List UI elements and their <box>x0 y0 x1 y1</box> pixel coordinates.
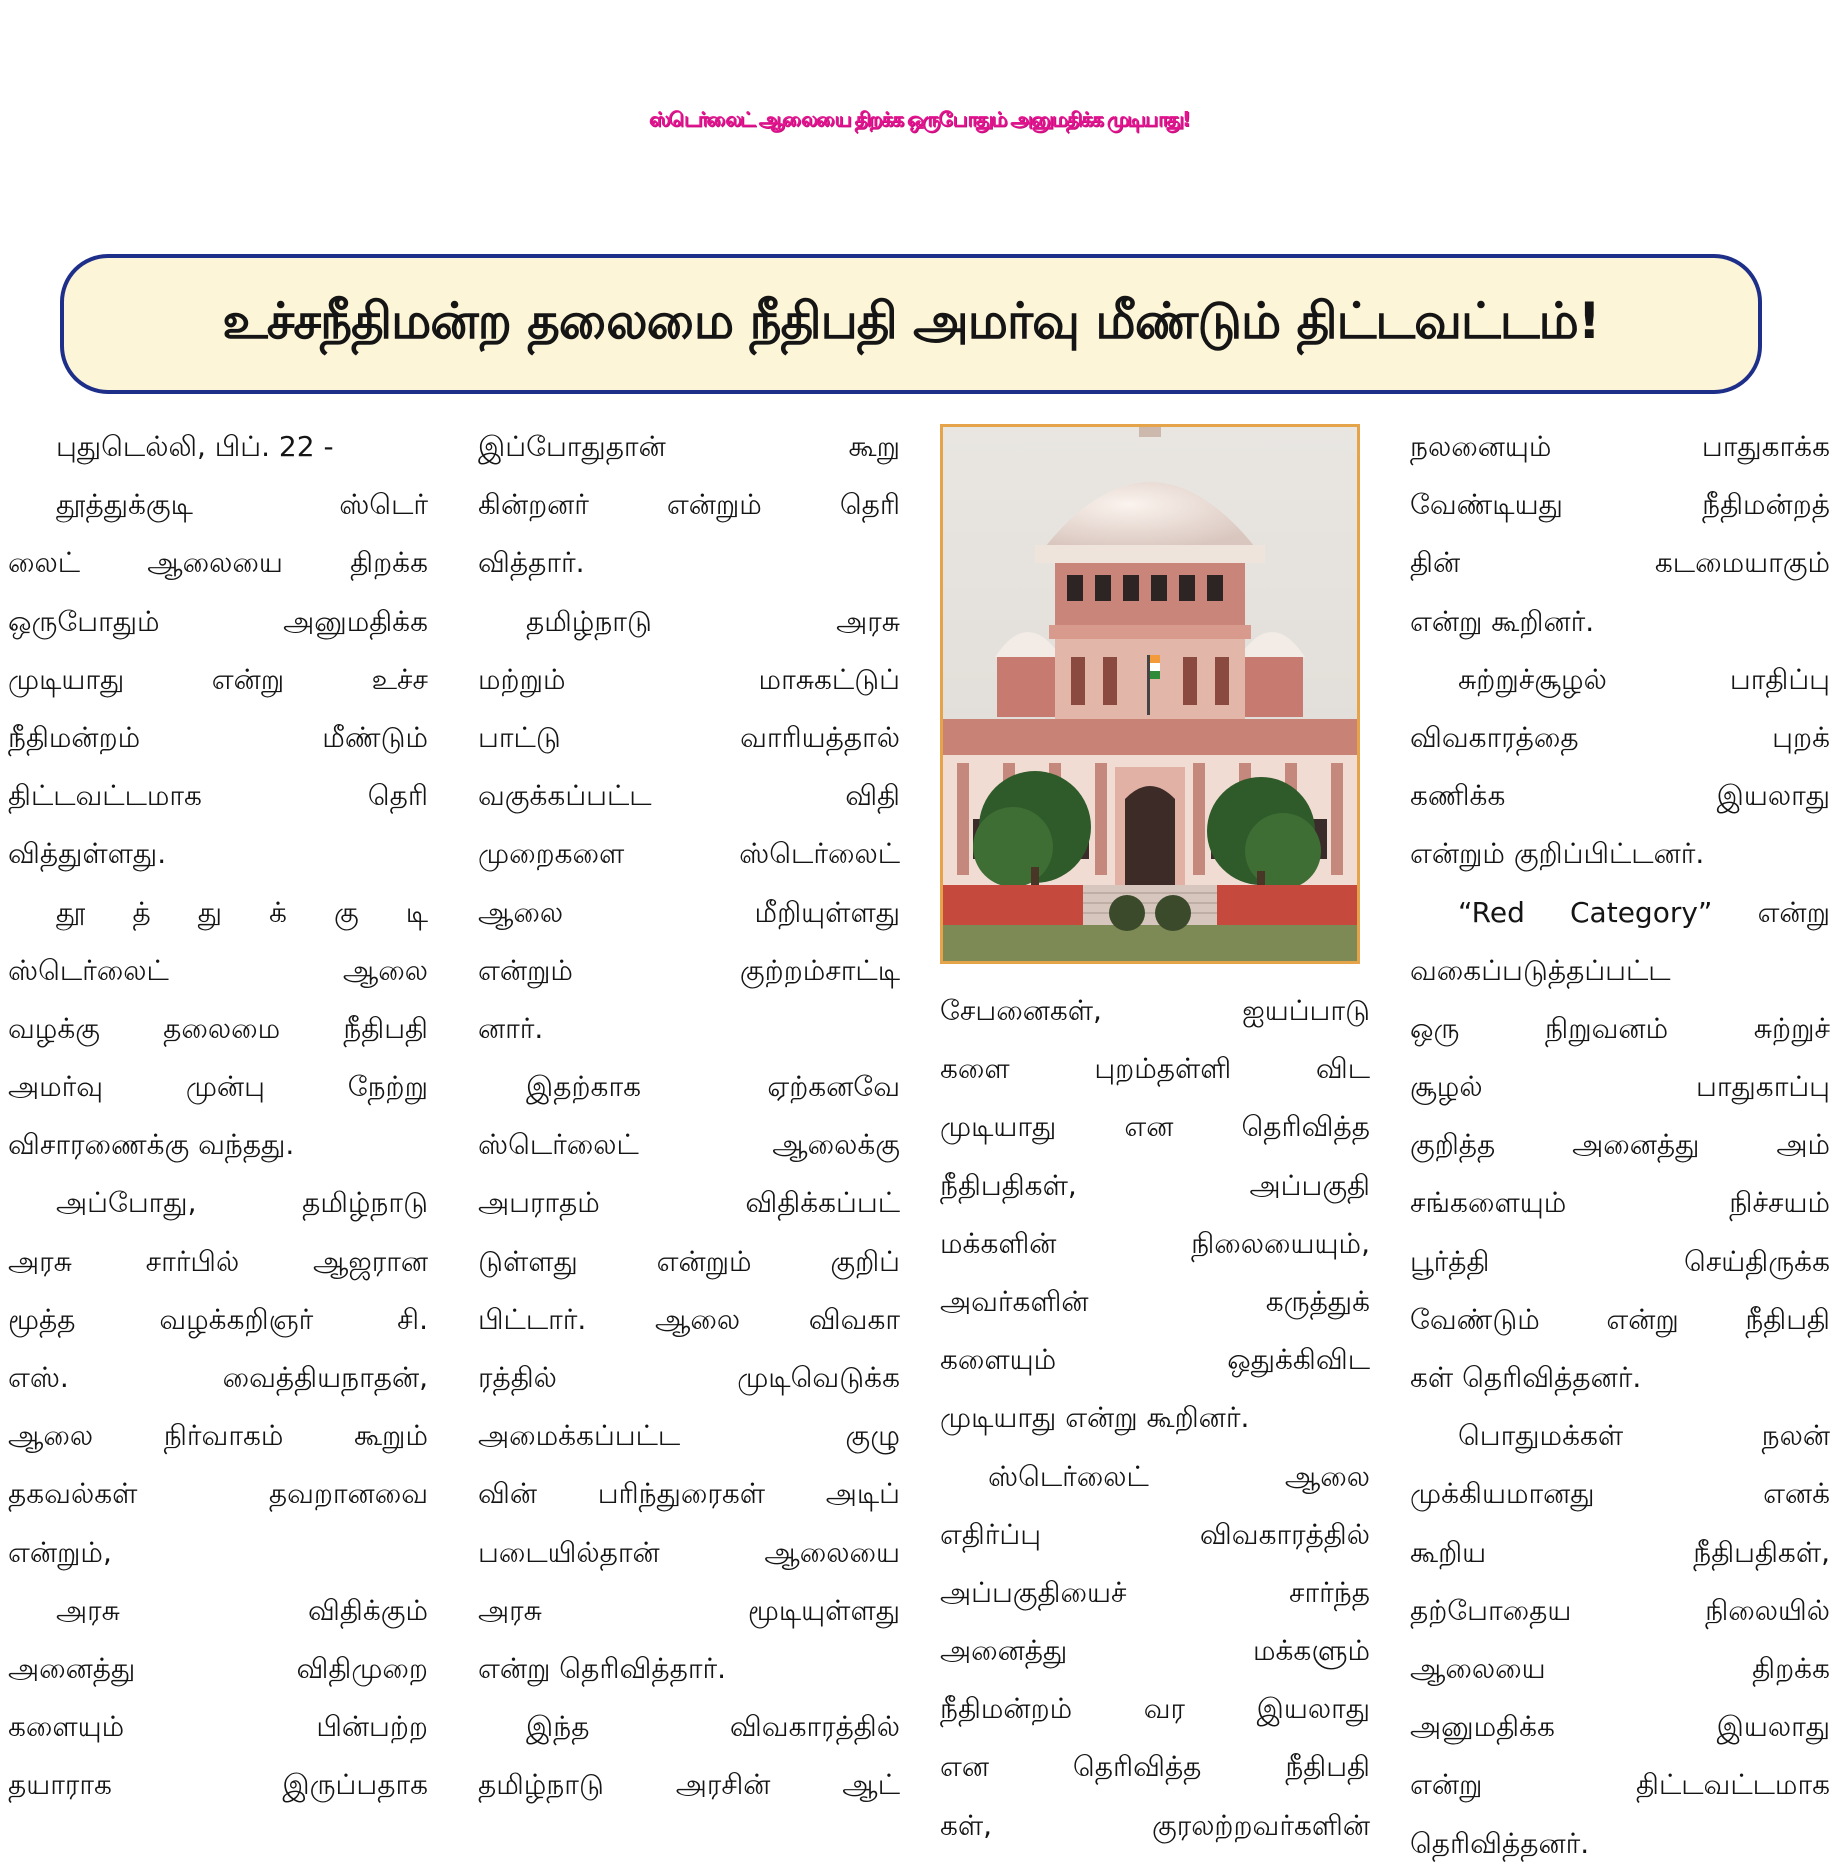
text-line: என்றும் குற்றம்சாட்டி <box>478 953 900 987</box>
text-line: நீதிமன்றம் வர இயலாது <box>940 1692 1370 1726</box>
text-line: எஸ். வைத்தியநாதன், <box>8 1361 428 1394</box>
text-line: சேபனைகள், ஐயப்பாடு <box>940 994 1370 1027</box>
text-line: விவகாரத்தை புறக் <box>1410 720 1830 754</box>
text-line: தமிழ்நாடு அரசின் ஆட் <box>478 1768 900 1802</box>
text-line: கூறிய நீதிபதிகள், <box>1410 1535 1830 1569</box>
text-line: ஸ்டெர்லைட் ஆலை <box>988 1459 1370 1493</box>
text-line: கின்றனர் என்றும் தெரி <box>478 488 900 522</box>
text-line: னார். <box>478 1011 544 1045</box>
text-line: வித்துள்ளது. <box>8 837 167 871</box>
text-line: முடியாது என தெரிவித்த <box>940 1110 1370 1144</box>
text-line: முடியாது என்று கூறினர். <box>940 1401 1250 1435</box>
text-line: படையில்தான் ஆலையை <box>478 1535 900 1569</box>
article-column-2 <box>478 418 900 1815</box>
text-line: கள் தெரிவித்தனர். <box>1410 1361 1642 1394</box>
text-line: என்றும் குறிப்பிட்டனர். <box>1410 837 1705 871</box>
text-line: அவர்களின் கருத்துக் <box>940 1284 1370 1318</box>
text-line: வித்தார். <box>478 546 585 580</box>
text-line: தகவல்கள் தவறானவை <box>8 1477 428 1511</box>
text-line: என்றும், <box>8 1535 112 1569</box>
text-line: அப்போது, தமிழ்நாடு <box>56 1186 428 1220</box>
text-line: ஒரு நிறுவனம் சுற்றுச் <box>1410 1011 1830 1045</box>
subheadline: உச்சநீதிமன்ற தலைமை நீதிபதி அமர்வு மீண்டும் திட்டவட்டம்! <box>222 291 1600 350</box>
text-line: வழக்கு தலைமை நீதிபதி <box>8 1011 428 1045</box>
text-line: பாட்டு வாரியத்தால் <box>478 720 900 754</box>
text-line: ரத்தில் முடிவெடுக்க <box>478 1361 900 1394</box>
text-line: அமைக்கப்பட்ட குழு <box>478 1419 900 1453</box>
text-line: சங்களையும் நிச்சயம் <box>1410 1186 1830 1220</box>
text-line: ஆலை மீறியுள்ளது <box>478 895 900 929</box>
text-line: இந்த விவகாரத்தில் <box>526 1710 900 1744</box>
text-line: அரசு விதிக்கும் <box>56 1593 428 1627</box>
text-line: தின் கடமையாகும் <box>1410 546 1830 580</box>
text-line: ஸ்டெர்லைட் ஆலைக்கு <box>478 1128 900 1162</box>
text-line: மற்றும் மாசுகட்டுப் <box>478 662 900 696</box>
text-line: ஆலையை திறக்க <box>1410 1651 1830 1685</box>
text-line: கணிக்க இயலாது <box>1410 779 1830 813</box>
text-line: சூழல் பாதுகாப்பு <box>1410 1070 1830 1104</box>
text-line: குறித்த அனைத்து அம் <box>1410 1128 1830 1162</box>
article-column-1 <box>8 418 428 1815</box>
text-line: அனைத்து மக்களும் <box>940 1634 1370 1668</box>
text-line: தூ த் து க் கு டி <box>56 895 428 929</box>
text-line: எதிர்ப்பு விவகாரத்தில் <box>940 1517 1370 1551</box>
text-line: தயாராக இருப்பதாக <box>8 1768 428 1802</box>
text-line: மூத்த வழக்கறிஞர் சி. <box>8 1302 428 1336</box>
text-line: என்று திட்டவட்டமாக <box>1410 1768 1830 1802</box>
text-line: நீதிமன்றம் மீண்டும் <box>8 720 428 754</box>
text-line: வகைப்படுத்தப்பட்ட <box>1410 953 1671 987</box>
text-line: என்று தெரிவித்தார். <box>478 1651 726 1685</box>
text-line: பொதுமக்கள் நலன் <box>1458 1419 1830 1453</box>
text-line: முறைகளை ஸ்டெர்லைட் <box>478 837 900 871</box>
text-line: தமிழ்நாடு அரசு <box>526 604 900 638</box>
supreme-court-photo <box>940 424 1360 964</box>
subheadline-box <box>60 254 1762 394</box>
text-line: வேண்டியது நீதிமன்றத் <box>1410 488 1830 522</box>
text-line: ஸ்டெர்லைட் ஆலை <box>8 953 428 987</box>
text-line: ஒருபோதும் அனுமதிக்க <box>8 604 428 638</box>
text-line: முடியாது என்று உச்ச <box>8 662 428 696</box>
text-line: என தெரிவித்த நீதிபதி <box>940 1750 1370 1784</box>
text-line: களை புறம்தள்ளி விட <box>940 1052 1370 1086</box>
text-line: முக்கியமானது எனக் <box>1410 1477 1830 1511</box>
text-line: நலனையும் பாதுகாக்க <box>1410 430 1830 463</box>
text-line: விசாரணைக்கு வந்தது. <box>8 1128 295 1162</box>
text-line: அரசு மூடியுள்ளது <box>478 1593 900 1627</box>
supreme-court-building-illustration <box>943 427 1357 961</box>
headline: ஸ்டெர்லைட் ஆலையை திறக்க ஒருபோதும் அனுமதிக்க முடியாது! <box>648 106 1190 131</box>
text-line: கள், குரலற்றவர்களின் <box>940 1808 1370 1842</box>
text-line: களையும் பின்பற்ற <box>8 1710 428 1744</box>
text-line: அபராதம் விதிக்கப்பட் <box>478 1186 900 1220</box>
text-line: அனைத்து விதிமுறை <box>8 1651 428 1685</box>
text-line: தற்போதைய நிலையில் <box>1410 1593 1830 1627</box>
text-line: பூர்த்தி செய்திருக்க <box>1410 1244 1830 1278</box>
text-line: நீதிபதிகள், அப்பகுதி <box>940 1168 1370 1202</box>
text-line: தூத்துக்குடி ஸ்டெர் <box>56 488 428 522</box>
text-line: தெரிவித்தனர். <box>1410 1826 1590 1860</box>
text-line: லைட் ஆலையை திறக்க <box>8 546 428 580</box>
text-line: அப்பகுதியைச் சார்ந்த <box>940 1575 1370 1609</box>
text-line: வேண்டும் என்று நீதிபதி <box>1410 1302 1830 1336</box>
text-line: இதற்காக ஏற்கனவே <box>526 1070 900 1104</box>
text-line: ஆலை நிர்வாகம் கூறும் <box>8 1419 428 1453</box>
text-line: டுள்ளது என்றும் குறிப் <box>478 1244 900 1278</box>
text-line: சுற்றுச்சூழல் பாதிப்பு <box>1458 662 1830 696</box>
text-line: அனுமதிக்க இயலாது <box>1410 1710 1830 1744</box>
text-line: என்று கூறினர். <box>1410 604 1595 638</box>
text-line: இப்போதுதான் கூறு <box>478 430 900 463</box>
text-line: அரசு சார்பில் ஆஜரான <box>8 1244 428 1278</box>
text-line: “Red Category” என்று <box>1458 895 1830 929</box>
text-line: பிட்டார். ஆலை விவகா <box>478 1302 900 1336</box>
text-line: திட்டவட்டமாக தெரி <box>8 779 428 813</box>
text-line: புதுடெல்லி, பிப். 22 - <box>56 430 334 463</box>
text-line: அமர்வு முன்பு நேற்று <box>8 1070 428 1104</box>
article-column-4 <box>1410 418 1830 1873</box>
text-line: வின் பரிந்துரைகள் அடிப் <box>478 1477 900 1511</box>
text-line: களையும் ஒதுக்கிவிட <box>940 1343 1370 1377</box>
text-line: வகுக்கப்பட்ட விதி <box>478 779 900 813</box>
text-line: மக்களின் நிலையையும், <box>940 1226 1370 1260</box>
article-column-3 <box>940 982 1370 1855</box>
